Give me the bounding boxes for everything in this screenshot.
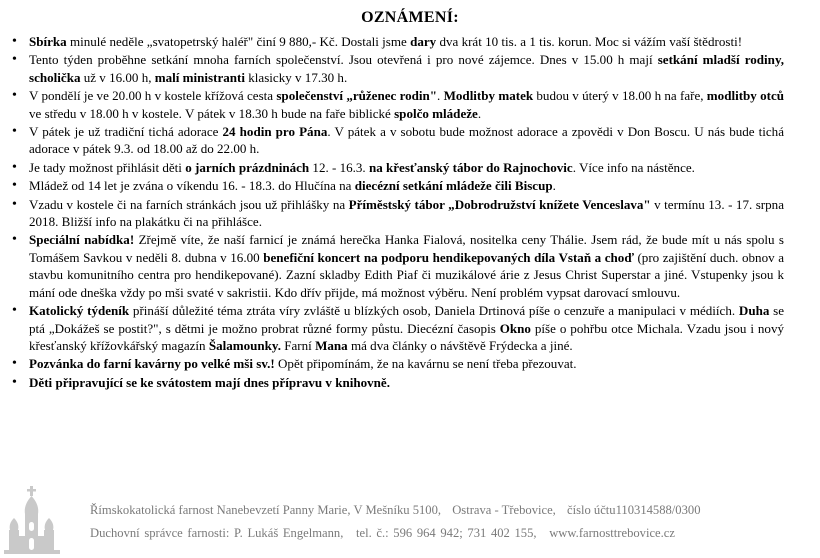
announcement-item [12,231,784,301]
bold-text: společenství „růženec rodin" [276,88,438,104]
text-run: . [477,105,482,121]
announcement-item [12,355,784,372]
text-run: Mládež od 14 let je zvána o víkendu 16. - 18.3. do Hlučína na [29,178,355,194]
bold-text: Duha [738,303,770,319]
text-run: Farní [281,337,316,353]
text-run: (pro zajištění duch. obnov a stavbu komunitního centra pro hendikepované). Zazní skladby Edith Piaf či muzikálové árie z Jesus Christ Superstar a jiné. Vstupenky jsou k mání ode dneška vždy po mši svaté v sakristii. Kdo dřív přijde, má možnost výběru. Není problém vypsat darovací smlouvu. [29,249,784,300]
page-title: OZNÁMENÍ: [361,9,459,26]
text-run: . [552,178,556,194]
footer-phone: tel. č.: 596 964 942; 731 402 155, [356,526,537,540]
text-run: má dva články o návštěvě Frýdecka a jiné. [347,337,573,353]
bold-text: 24 hodin pro Pána [222,124,328,140]
bold-text: Děti připravující se ke svátostem mají dnes přípravu v knihovně. [29,374,390,390]
footer-city: Ostrava - Třebovice, [452,503,556,517]
text-run: v termínu 13. - 17. srpna 2018. Bližší info na plakátku či na přihlášce. [29,196,784,230]
bold-text: Sbírka [29,34,67,49]
bold-text: Šalamounky. [208,337,281,353]
footer-admin: Duchovní správce farnosti: P. Lukáš Engelmann, [90,526,344,540]
text-run: dva krát 10 tis. a 1 tis. korun. Moc si vážím vaší štědrosti! [436,34,743,49]
footer-address [90,503,701,518]
bold-text: o jarních prázdninách [185,159,310,175]
text-run: se ptá „Dokážeš se postit?", s dětmi je možno probrat různé formy půstu. Diecézní časopis [29,303,784,336]
bold-text: Modlitby matek [443,88,534,104]
announcement-item [12,302,784,354]
bold-text: Okno [499,320,531,336]
bold-text: dary [410,34,437,49]
text-run: ve středu v 18.00 h v kostele. V pátek v 18.30 h bude na faře biblické [29,105,395,121]
bold-text: Pozvánka do farní kavárny po velké mši sv.! [29,356,275,372]
text-run: Je tady možnost přihlásit děti [29,159,186,175]
footer-contact [90,526,675,541]
announcement-item [12,374,784,391]
bold-text: Katolický týdeník [29,303,130,319]
text-run: Tento týden proběhne setkání mnoha farních společenství. Jsou otevřená i pro nové zájemce. Dnes v 15.00 h mají [29,52,658,68]
text-run: 12. - 16.3. [309,159,369,175]
announcement-item [12,51,784,86]
text-run: klasicky v 17.30 h. [245,69,348,85]
bold-text: setkání mladší rodiny, scholička [29,52,785,85]
announcement-item [12,196,784,231]
bold-text: na křesťanský tábor do Rajnochovic [368,159,573,175]
announcement-item [12,159,784,176]
text-run: V pátek je už tradiční tichá adorace [29,124,223,140]
footer-parish: Římskokatolická farnost Nanebevzetí Panny Marie, V Mešníku 5100, [90,503,442,517]
announcement-list [12,33,784,391]
text-run: přináší důležité téma ztráta víry zvláště u blízkých osob, Daniela Drtinová píše o cenzuře a manipulaci v médiích. [129,303,739,319]
text-run: minulé neděle „svatopetrský haléř" činí 9 880,- Kč. Dostali jsme [66,34,411,49]
text-run: píše o pohřbu otce Michala. Vzadu jsou i nový křesťanský křížovkářský magazín [29,320,784,353]
text-run: už v 16.00 h, [80,69,155,85]
text-run: budou v úterý v 18.00 h na faře, [533,88,707,104]
bold-text: spolčo mládeže [394,105,478,121]
text-run: V pondělí je ve 20.00 h v kostele křížová cesta [29,88,277,104]
footer-web-link[interactable]: www.farnosttrebovice.cz [549,526,675,540]
text-run: . V pátek a v sobotu bude možnost adorace a zpovědi v Don Boscu. U nás bude tichá adorace v pátek 9.3. od 18.00 až do 22.00 h. [29,124,784,157]
announcement-item [12,177,784,194]
church-icon [4,484,60,554]
text-run: Vzadu v kostele či na farních stránkách jsou už přihlášky na [29,196,349,212]
bold-text: malí ministranti [154,69,246,85]
bold-text: Speciální nabídka! [29,232,135,248]
bold-text: modlitby otců [706,88,785,104]
text-run: . Více info na nástěnce. [572,159,695,175]
text-run: . [437,88,444,104]
bold-text: Mana [315,337,348,353]
bold-text: diecézní setkání mládeže čili Biscup [354,178,553,194]
announcement-item [12,33,784,50]
bold-text: benefiční koncert na podporu hendikepovaných díla Vstaň a choď [263,249,634,265]
announcement-item [12,87,784,122]
text-run: Zřejmě víte, že naší farnicí je známá herečka Hanka Fialová, nositelka ceny Thálie. Jsem rád, že bude mít u nás spolu s Tomášem Savkou v neděli 8. dubna v 16.00 [29,232,784,265]
footer-account: číslo účtu110314588/0300 [566,503,701,517]
text-run: Opět připomínám, že na kavárnu se není třeba přezouvat. [274,356,577,372]
announcement-item [12,123,784,158]
bold-text: Příměstský tábor „Dobrodružství knížete Venceslava" [348,196,651,212]
